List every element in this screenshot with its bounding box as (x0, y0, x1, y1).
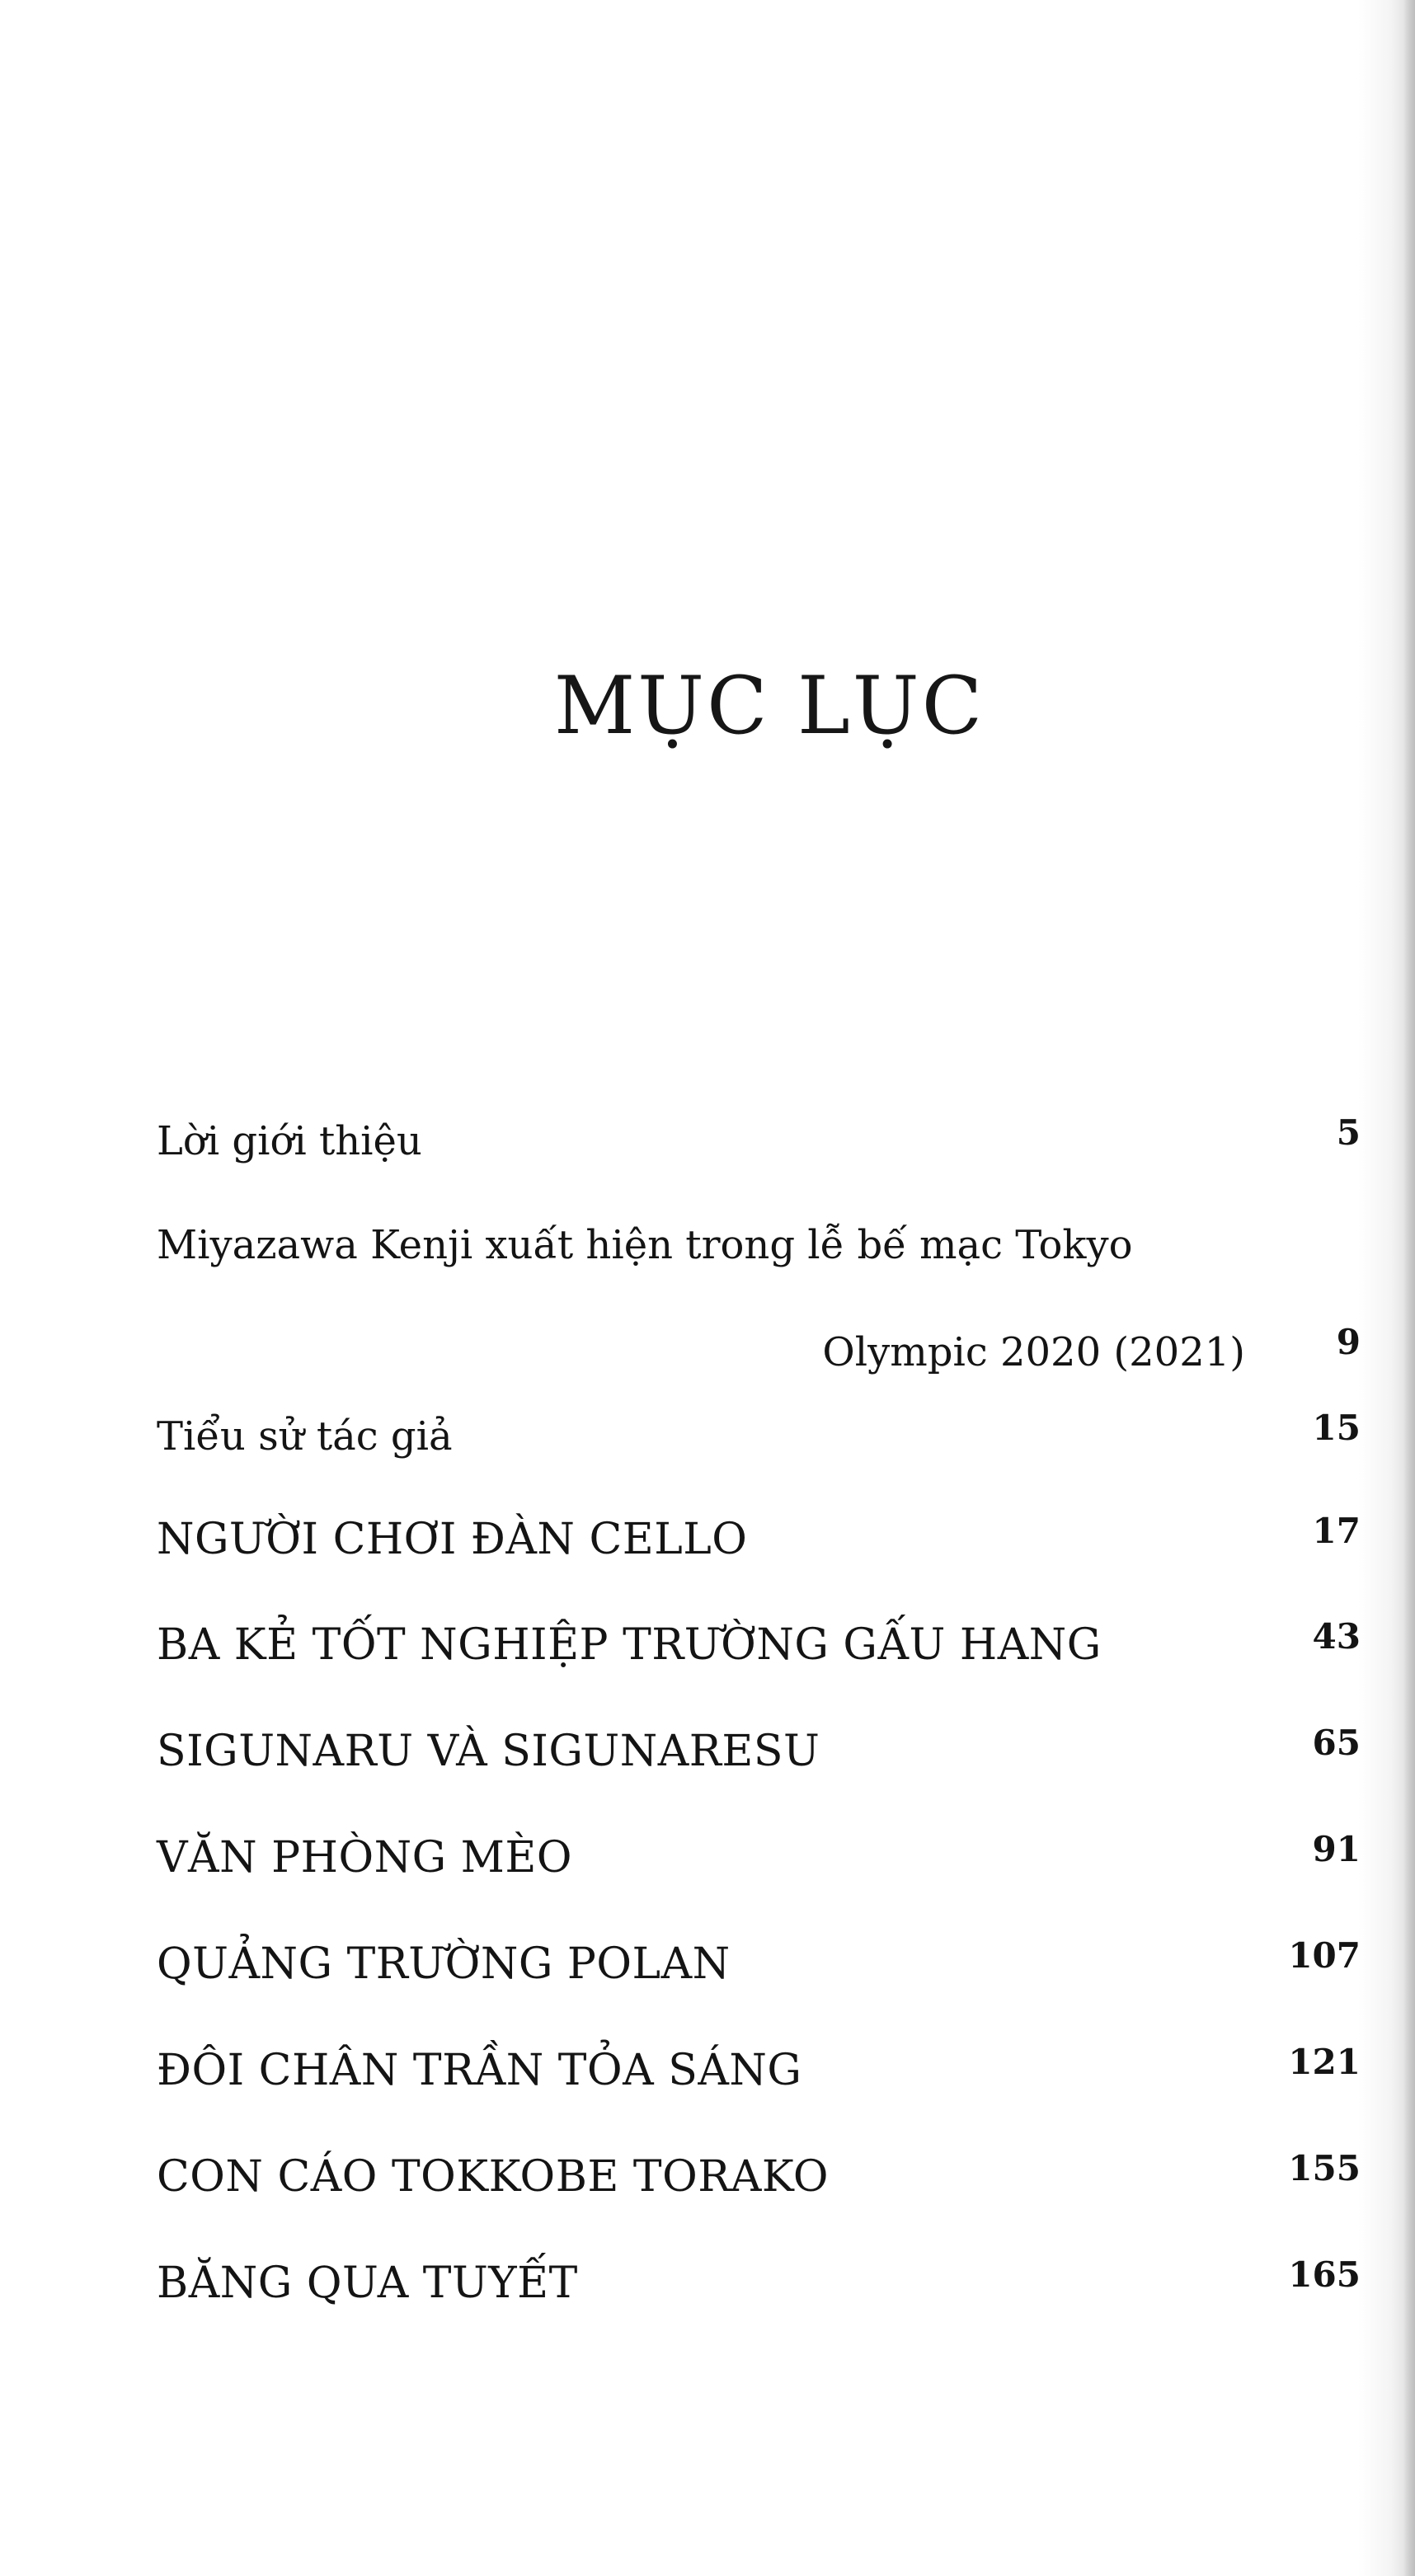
toc-entry-page: 5 (1336, 1112, 1361, 1153)
toc-entry-title: Lời giới thiệu (157, 1118, 422, 1164)
toc-entry-title: BA KẺ TỐT NGHIỆP TRƯỜNG GẤU HANG (157, 1620, 1102, 1670)
page-edge-shadow (1403, 0, 1415, 2576)
toc-entry-page: 91 (1312, 1829, 1361, 1869)
toc-entry-page: 17 (1312, 1511, 1361, 1551)
toc-entry-title: CON CÁO TOKKOBE TORAKO (157, 2152, 829, 2202)
toc-entry-title: SIGUNARU VÀ SIGUNARESU (157, 1727, 820, 1776)
toc-entry-title-continued: Olympic 2020 (2021) (822, 1329, 1245, 1375)
toc-entry-page: 121 (1288, 2042, 1361, 2082)
toc-entry-page: 155 (1288, 2148, 1361, 2188)
toc-entry-title: VĂN PHÒNG MÈO (157, 1833, 573, 1883)
toc-entry-title: QUẢNG TRƯỜNG POLAN (157, 1939, 731, 1989)
toc-entry-title: BĂNG QUA TUYẾT (157, 2259, 578, 2308)
toc-entry-page: 9 (1336, 1322, 1361, 1362)
toc-entry-title: NGƯỜI CHƠI ĐÀN CELLO (157, 1515, 748, 1564)
toc-entry-page: 15 (1312, 1408, 1361, 1448)
toc-entry-title: ĐÔI CHÂN TRẦN TỎA SÁNG (157, 2046, 802, 2095)
toc-entry-page: 43 (1312, 1616, 1361, 1657)
toc-entry-page: 165 (1288, 2254, 1361, 2295)
toc-entry-page: 65 (1312, 1723, 1361, 1763)
toc-entry-title: Tiểu sử tác giả (157, 1413, 453, 1460)
toc-heading: MỤC LỤC (553, 660, 985, 752)
toc-entry-title: Miyazawa Kenji xuất hiện trong lễ bế mạc Tokyo (157, 1222, 1133, 1268)
toc-entry-page: 107 (1288, 1935, 1361, 1976)
